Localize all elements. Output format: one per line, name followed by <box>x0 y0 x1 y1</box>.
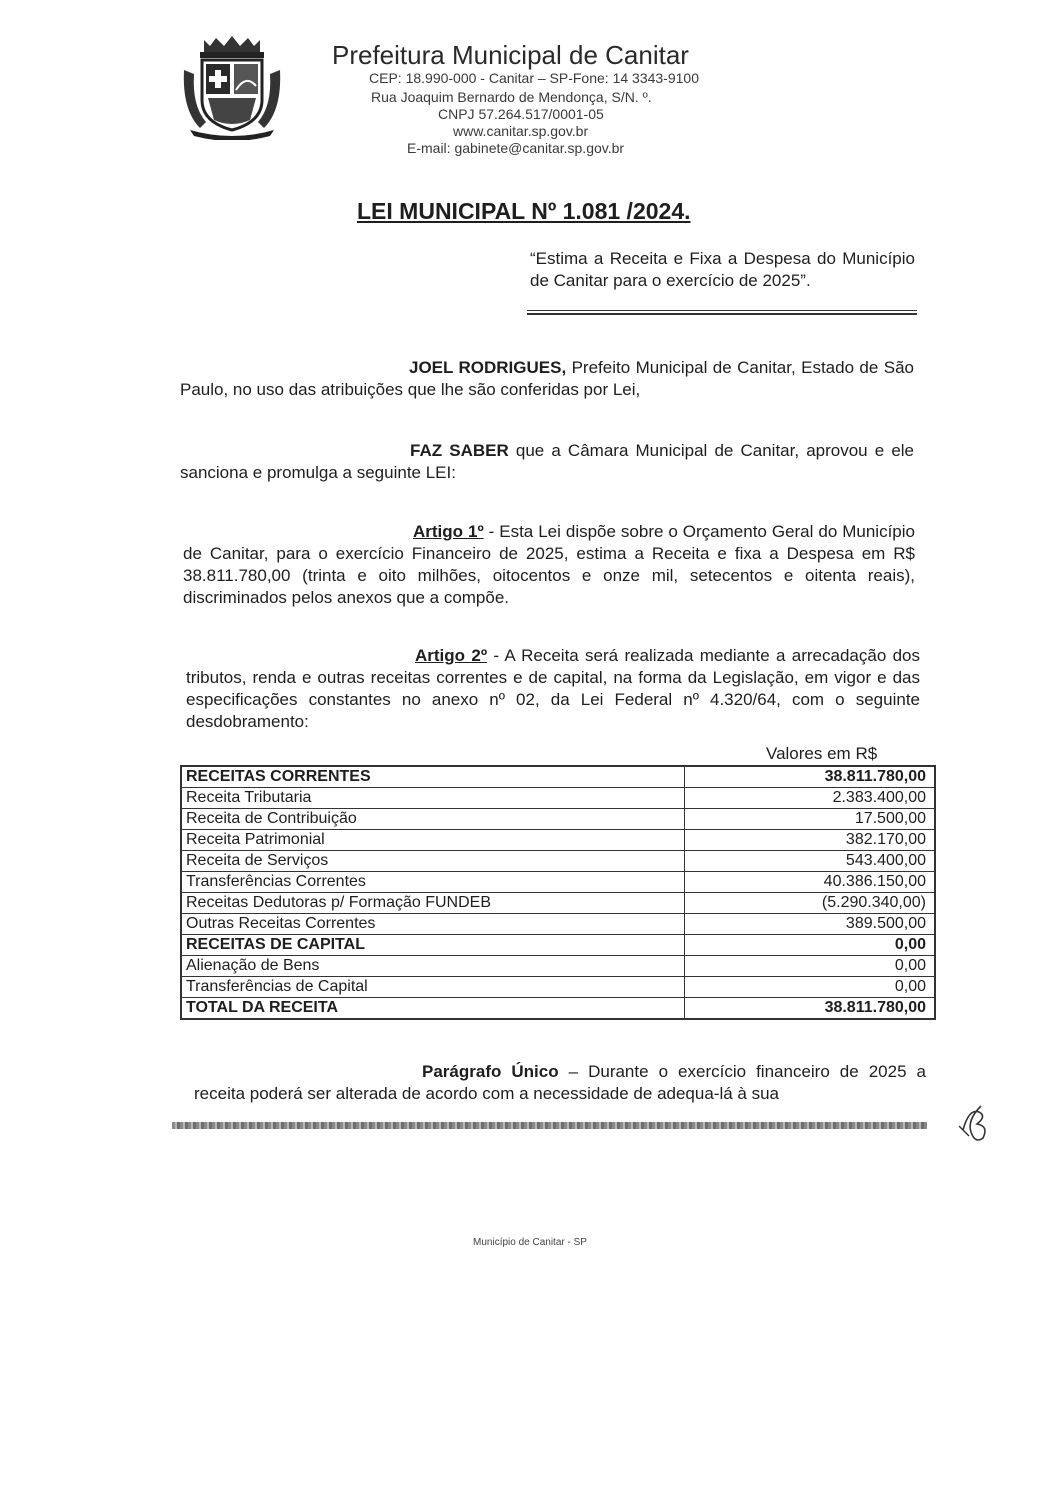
artigo-2-label: Artigo 2º <box>415 646 488 665</box>
artigo-1-paragraph <box>183 521 915 609</box>
revenue-label: Receita Tributaria <box>181 788 685 809</box>
revenue-label: Receita de Serviços <box>181 851 685 872</box>
table-row <box>181 977 935 998</box>
artigo-1-label: Artigo 1º <box>413 522 484 541</box>
faz-saber-text: que a Câmara Municipal de Canitar, aprovou e ele sanciona e promulga a seguinte LEI: <box>180 441 915 482</box>
paragrafo-unico-paragraph <box>194 1061 926 1105</box>
revenue-label: Receita Patrimonial <box>181 830 685 851</box>
revenue-value: 2.383.400,00 <box>685 788 936 809</box>
header-cnpj: CNPJ 57.264.517/0001-05 <box>438 106 604 122</box>
table-row <box>181 830 935 851</box>
table-row <box>181 872 935 893</box>
table-row <box>181 893 935 914</box>
header-title: Prefeitura Municipal de Canitar <box>332 40 689 70</box>
table-row <box>181 935 935 956</box>
revenue-table <box>180 765 936 1020</box>
initials-signature-icon <box>955 1100 995 1145</box>
table-row <box>181 788 935 809</box>
table-row <box>181 809 935 830</box>
revenue-value: 38.811.780,00 <box>685 998 936 1020</box>
revenue-label: TOTAL DA RECEITA <box>181 998 685 1020</box>
ementa-divider <box>527 310 917 315</box>
revenue-label: Outras Receitas Correntes <box>181 914 685 935</box>
law-ementa: “Estima a Receita e Fixa a Despesa do Município de Canitar para o exercício de 2025”. <box>530 249 915 290</box>
revenue-value: 0,00 <box>685 935 936 956</box>
table-row <box>181 956 935 977</box>
faz-saber-lead: FAZ SABER <box>410 441 509 460</box>
revenue-value: 40.386.150,00 <box>685 872 936 893</box>
revenue-label: Receitas Dedutoras p/ Formação FUNDEB <box>181 893 685 914</box>
revenue-value: 543.400,00 <box>685 851 936 872</box>
revenue-value: 382.170,00 <box>685 830 936 851</box>
revenue-value: 38.811.780,00 <box>685 766 936 788</box>
table-row <box>181 998 935 1020</box>
page-footer-text: Município de Canitar - SP <box>473 1237 587 1248</box>
revenue-label: Receita de Contribuição <box>181 809 685 830</box>
revenue-label: Transferências Correntes <box>181 872 685 893</box>
artigo-1-text: - Esta Lei dispõe sobre o Orçamento Geral do Município de Canitar, para o exercício Financeiro de 2025, estima a Receita e fixa a Despesa em R$ 38.811.780,00 (trinta e oito milhões, oitocentos e onze mil, setecentos e oitenta reais), discriminados pelos anexos que a compõe. <box>183 522 915 607</box>
revenue-label: Alienação de Bens <box>181 956 685 977</box>
faz-saber-paragraph <box>180 440 914 484</box>
table-row <box>181 914 935 935</box>
header-website: www.canitar.sp.gov.br <box>453 123 589 139</box>
artigo-2-text: - A Receita será realizada mediante a arrecadação dos tributos, renda e outras receitas correntes e de capital, na forma da Legislação, em vigor e das especificações constantes no anexo nº 02, da Lei Federal nº 4.320/64, com o seguinte desdobramento: <box>186 646 920 731</box>
revenue-value: (5.290.340,00) <box>685 893 936 914</box>
revenue-value: 0,00 <box>685 956 936 977</box>
table-caption: Valores em R$ <box>766 744 878 763</box>
page-footer-rule <box>172 1122 927 1129</box>
revenue-value: 0,00 <box>685 977 936 998</box>
revenue-label: RECEITAS CORRENTES <box>181 766 685 788</box>
header-address-street: Rua Joaquim Bernardo de Mendonça, S/N. º. <box>371 89 652 105</box>
header-address-cep: CEP: 18.990-000 - Canitar – SP-Fone: 14 3343-9100 <box>369 70 699 86</box>
header-email: E-mail: gabinete@canitar.sp.gov.br <box>407 140 625 156</box>
municipal-crest-icon <box>180 30 284 140</box>
table-row <box>181 766 935 788</box>
revenue-value: 389.500,00 <box>685 914 936 935</box>
revenue-label: RECEITAS DE CAPITAL <box>181 935 685 956</box>
mayor-name: JOEL RODRIGUES, <box>409 358 567 377</box>
artigo-2-paragraph <box>186 645 920 733</box>
paragrafo-unico-text: – Durante o exercício financeiro de 2025 a receita poderá ser alterada de acordo com a necessidade de adequa-lá à sua <box>194 1062 927 1103</box>
preamble-paragraph <box>180 357 914 401</box>
law-title: LEI MUNICIPAL Nº 1.081 /2024. <box>357 198 691 224</box>
preamble-text: Prefeito Municipal de Canitar, Estado de São Paulo, no uso das atribuições que lhe são conferidas por Lei, <box>180 358 914 399</box>
revenue-value: 17.500,00 <box>685 809 936 830</box>
table-row <box>181 851 935 872</box>
paragrafo-unico-label: Parágrafo Único <box>422 1062 559 1081</box>
revenue-label: Transferências de Capital <box>181 977 685 998</box>
